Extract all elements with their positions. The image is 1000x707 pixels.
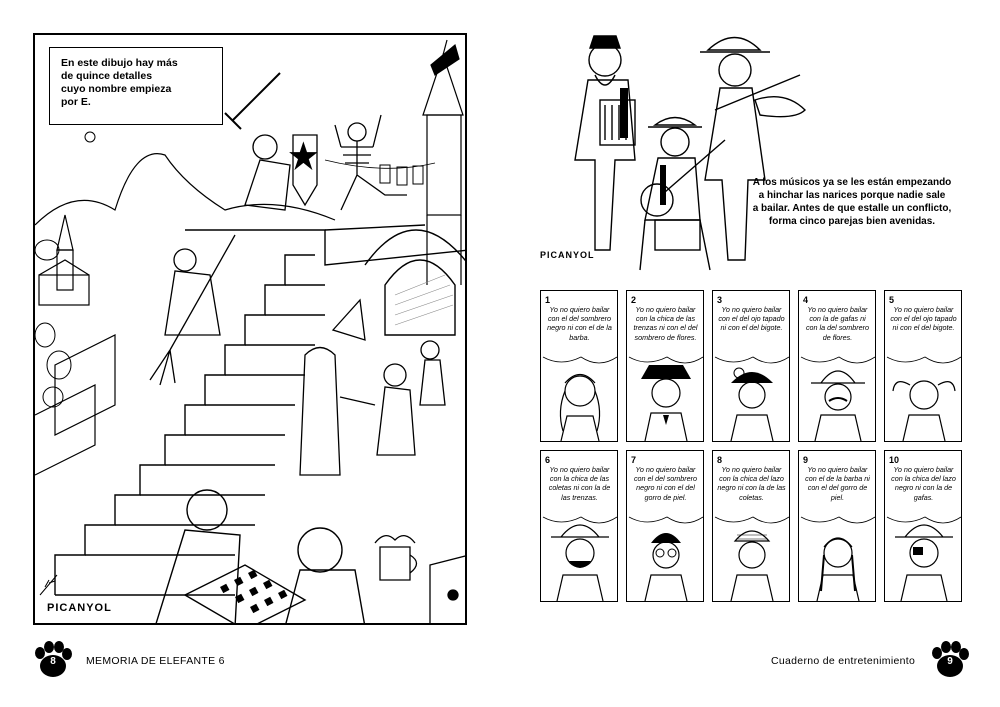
dance-panels-grid [540,290,962,602]
speech-bubble: Yo no quiero bailar con el de la barba ni con el del gorro de piel. [805,465,870,502]
speech-bubble: Yo no quiero bailar con el del sombrero negro ni con el de la barba. [547,305,612,342]
panel-number: 1 [545,295,551,305]
panel-number: 8 [717,455,723,465]
panel-number: 7 [631,455,637,465]
panel-2 [626,290,704,442]
panel-number: 9 [803,455,809,465]
speech-bubble: Yo no quiero bailar con el del sombrero negro ni con el del gorro de piel. [633,465,698,502]
paw-page-number-right [930,640,970,680]
page-number-left: 8 [50,656,56,667]
panel-6 [540,450,618,602]
panel-1 [540,290,618,442]
paw-page-number-left [33,640,73,680]
speech-bubble: Yo no quiero bailar con la chica del lazo negro ni con la de gafas. [891,465,956,502]
left-illustration-frame [33,33,467,625]
speech-bubble: Yo no quiero bailar con el del ojo tapado ni con el del bigote. [718,305,785,333]
panel-5 [884,290,962,442]
speech-bubble: Yo no quiero bailar con la de gafas ni con la del sombrero de flores. [805,305,870,342]
book-title: MEMORIA DE ELEFANTE 6 [86,655,225,667]
panel-10 [884,450,962,602]
speech-bubble: Yo no quiero bailar con la chica de las coletas ni con la de las trenzas. [548,465,611,502]
panel-number: 3 [717,295,723,305]
panel-4 [798,290,876,442]
panel-number: 6 [545,455,551,465]
book-subtitle: Cuaderno de entretenimiento [771,655,916,667]
speech-bubble: Yo no quiero bailar con la chica del lazo negro ni con la de las coletas. [717,465,786,502]
panel-number: 2 [631,295,637,305]
instruction-box: En este dibujo hay más de quince detalles cuyo nombre empieza por E. [49,47,223,125]
panel-number: 5 [889,295,895,305]
page-number-right: 9 [947,656,953,667]
artist-signature: PICANYOL [47,602,112,614]
panel-9 [798,450,876,602]
musicians-illustration [560,20,830,282]
speech-bubble: Yo no quiero bailar con la chica de las trenzas ni con el del sombrero de flores. [633,305,698,342]
panel-8 [712,450,790,602]
artist-signature-right: PICANYOL [540,250,595,260]
panel-number: 4 [803,295,809,305]
panel-number: 10 [889,455,900,465]
panel-7 [626,450,704,602]
panel-3 [712,290,790,442]
speech-bubble: Yo no quiero bailar con el del ojo tapado ni con el del bigote. [890,305,957,333]
musicians-instruction: A los músicos ya se les están empezando a hinchar las narices porque nadie sale a bailar. Antes de que estalle un conflicto, forma cinco parejas bien avenidas. [752,177,952,227]
